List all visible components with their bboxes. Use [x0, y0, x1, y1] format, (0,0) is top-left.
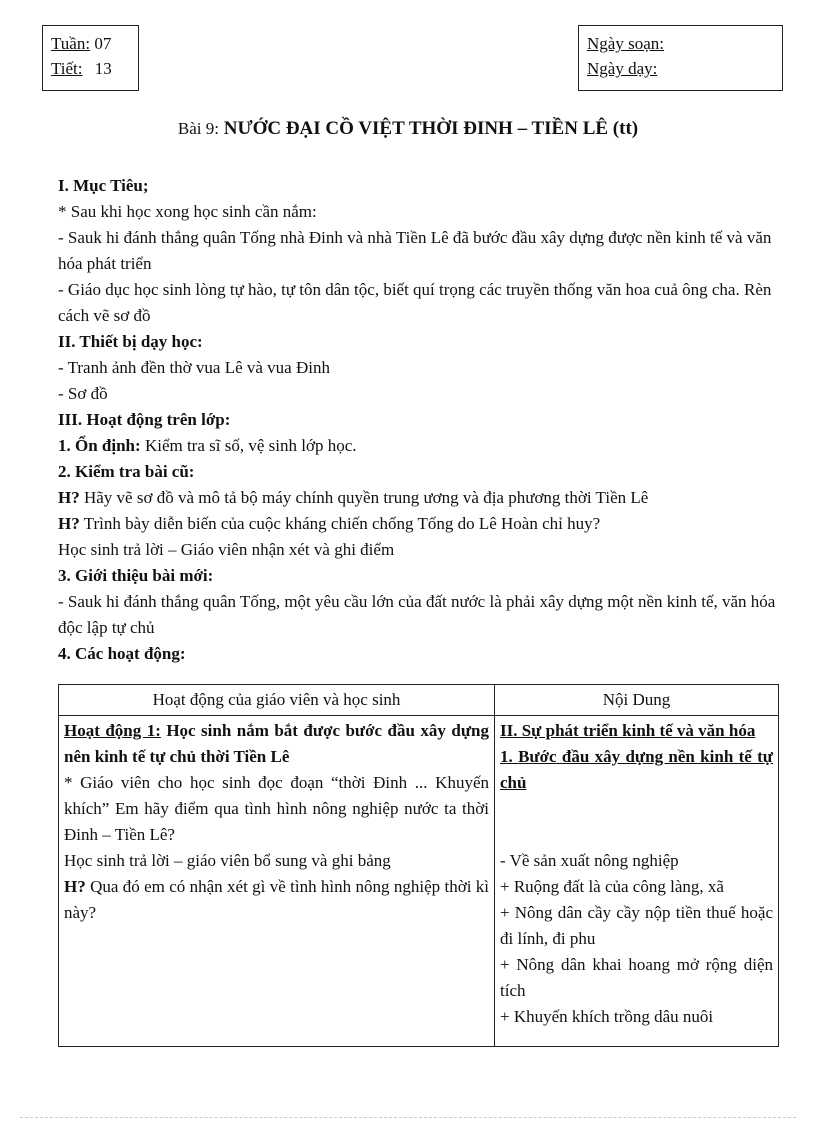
- objective-2: - Giáo dục học sinh lòng tự hào, tự tôn dân tộc, biết quí trọng các truyền thống văn hoa cuả ông cha. Rèn cách vẽ sơ đồ: [58, 280, 772, 325]
- review-q1-text: Hãy vẽ sơ đồ và mô tả bộ máy chính quyền trung ương và địa phương thời Tiền Lê: [79, 488, 649, 507]
- review-q2-text: Trình bày diễn biến của cuộc kháng chiến chống Tống do Lê Hoàn chỉ huy?: [79, 514, 601, 533]
- equipment-2: - Sơ đồ: [58, 384, 108, 403]
- prep-date-label: Ngày soạn:: [587, 34, 664, 53]
- activities-table: [58, 684, 779, 1047]
- week-period-box: [42, 25, 139, 91]
- agri-heading: - Về sản xuất nông nghiệp: [500, 851, 679, 870]
- intro-heading: 3. Giới thiệu bài mới:: [58, 566, 214, 585]
- page-bottom-divider: [20, 1117, 796, 1118]
- review-q1: [58, 485, 778, 511]
- objective-1: - Sauk hi đánh thắng quân Tống nhà Đinh và nhà Tiền Lê đã bước đầu xây dựng được nền kinh tế và văn hóa phát triển: [58, 228, 772, 273]
- review-q2: [58, 511, 778, 537]
- table-header-row: [59, 685, 779, 716]
- review-q2-label: H?: [58, 514, 80, 533]
- col2-header: Nội Dung: [495, 685, 779, 716]
- lesson-title-main: NƯỚC ĐẠI CỒ VIỆT THỜI ĐINH – TIỀN LÊ (tt): [223, 118, 639, 139]
- activity-instruction: * Giáo viên cho học sinh đọc đoạn “thời Đinh ... Khuyến khích” Em hãy điểm qua tình hình nông nghiệp nước ta thời Đinh – Tiền Lê?: [64, 773, 489, 844]
- stabilize-text: Kiểm tra sĩ số, vệ sinh lớp học.: [140, 436, 357, 455]
- equipment-heading: II. Thiết bị dạy học:: [58, 332, 203, 351]
- content-point: + Ruộng đất là của công làng, xã: [500, 877, 724, 896]
- content-spacer: [500, 796, 773, 848]
- lesson-title: [0, 118, 816, 140]
- objectives-intro: * Sau khi học xong học sinh cần nắm:: [58, 202, 317, 221]
- lesson-body: [58, 173, 778, 667]
- review-heading: 2. Kiểm tra bài cũ:: [58, 462, 195, 481]
- lesson-title-prefix: Bài 9:: [177, 119, 219, 138]
- activities-list-heading: 4. Các hoạt động:: [58, 644, 186, 663]
- table-row: [59, 716, 779, 1047]
- week-value: 07: [94, 34, 112, 53]
- teacher-student-cell: [59, 716, 495, 1047]
- teach-date-label: Ngày dạy:: [587, 59, 658, 78]
- activity-1: [64, 718, 489, 770]
- content-cell: [495, 716, 779, 1047]
- activity-title: Học sinh nắm bắt được bước đầu xây dựng nên kinh tế tự chủ thời Tiền Lê: [64, 721, 489, 766]
- content-point: + Nông dân khai hoang mở rộng diện tích: [500, 955, 773, 1000]
- review-answer: Học sinh trả lời – Giáo viên nhận xét và ghi điểm: [58, 540, 395, 559]
- period-value: 13: [94, 59, 112, 78]
- activity-question: [64, 874, 489, 926]
- period-label: Tiết:: [51, 59, 83, 78]
- stabilize-label: 1. Ổn định:: [58, 436, 141, 455]
- review-q1-label: H?: [58, 488, 80, 507]
- activity-label: Hoạt động 1:: [64, 721, 161, 740]
- period-line: [51, 56, 130, 81]
- content-section-heading: II. Sự phát triển kinh tế và văn hóa: [500, 721, 756, 740]
- col1-header: Hoạt động của giáo viên và học sinh: [59, 685, 495, 716]
- activities-heading: III. Hoạt động trên lớp:: [58, 410, 231, 429]
- content-point: + Nông dân cầy cầy nộp tiền thuế hoặc đi lính, đi phu: [500, 903, 773, 948]
- activity-question-label: H?: [64, 877, 86, 896]
- objectives-heading: I. Mục Tiêu;: [58, 176, 149, 195]
- intro-text: - Sauk hi đánh thắng quân Tống, một yêu cầu lớn của đất nước là phải xây dựng một nền kinh tế, văn hóa độc lập tự chủ: [58, 592, 776, 637]
- date-box: [578, 25, 783, 91]
- content-subsection-heading: 1. Bước đầu xây dựng nền kinh tế tự chủ: [500, 747, 773, 792]
- week-label: Tuần:: [51, 34, 91, 53]
- activity-response: Học sinh trả lời – giáo viên bổ sung và ghi bảng: [64, 851, 391, 870]
- stabilize-line: [58, 433, 778, 459]
- activity-question-text: Qua đó em có nhận xét gì về tình hình nông nghiệp thời kì này?: [64, 877, 489, 922]
- content-point: + Khuyến khích trồng dâu nuôi: [500, 1007, 714, 1026]
- week-line: [51, 31, 130, 56]
- equipment-1: - Tranh ảnh đền thờ vua Lê và vua Đinh: [58, 358, 330, 377]
